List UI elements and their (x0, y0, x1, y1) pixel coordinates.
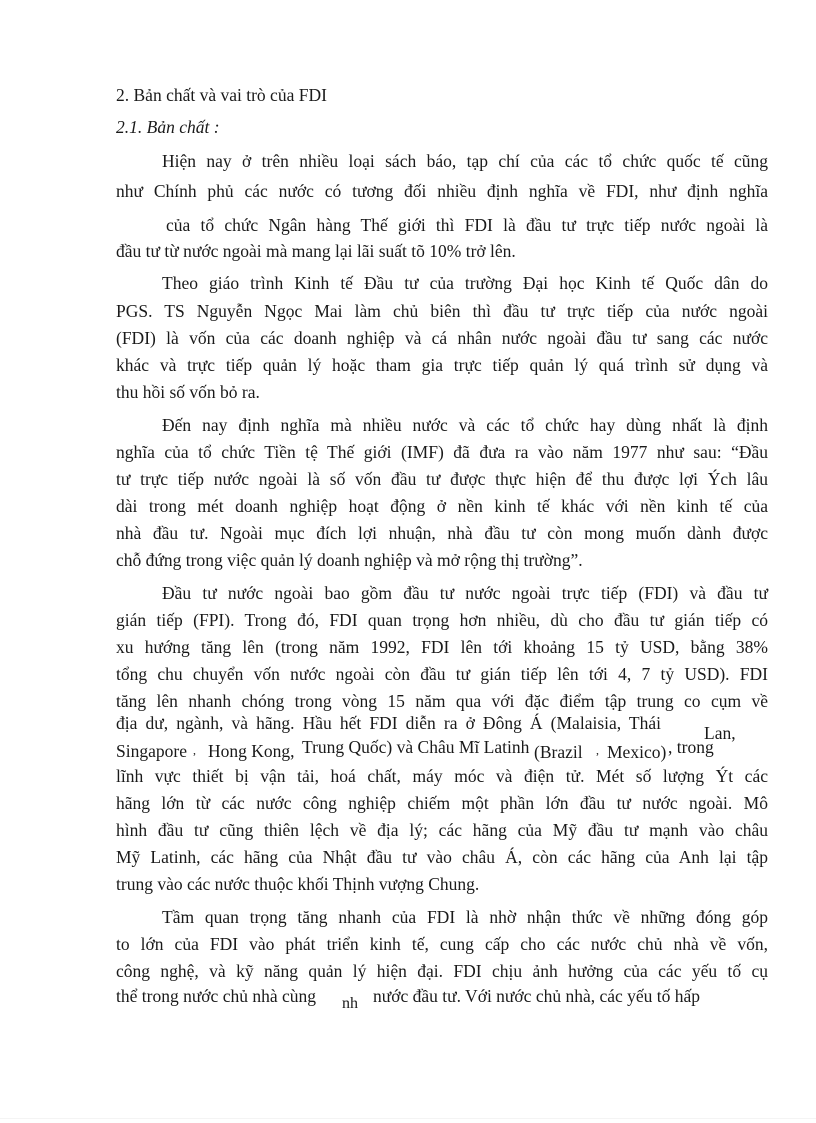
text-line: trung vào các nước thuộc khối Thịnh vượng Chung. (116, 874, 480, 894)
text-fragment: Trung Quốc) và Châu Mĩ Latinh (302, 737, 530, 757)
text-line: như Chính phủ các nước có tương đối nhiều định nghĩa về FDI, như định nghĩa (116, 181, 768, 201)
text-line: hãng lớn từ các nước công nghiệp chiếm một phần lớn đầu tư nước ngoài. Mô (116, 793, 768, 813)
text-line: Đến nay định nghĩa mà nhiều nước và các tổ chức hay dùng nhất là định (162, 415, 768, 435)
text-fragment: Mexico) (607, 742, 667, 762)
text-line: to lớn của FDI vào phát triển kinh tế, cung cấp cho các nước chủ nhà về vốn, (116, 934, 768, 954)
text-fragment: nh (342, 995, 358, 1012)
text-line: thể trong nước chủ nhà cùng (116, 986, 317, 1006)
text-line: Singapore (116, 741, 187, 761)
text-line: khác và trực tiếp quản lý hoặc tham gia trực tiếp quản lý quá trình sử dụng và (116, 355, 768, 375)
page-bottom-edge (0, 1118, 816, 1119)
text-line: hình đầu tư cũng thiên lệch về địa lý; các hãng của Mỹ đầu tư mạnh vào châu (116, 820, 768, 840)
comma-glyph: , (596, 743, 599, 757)
text-fragment: Hong Kong, (208, 741, 295, 761)
text-line: (FDI) là vốn của các doanh nghiệp và cá nhân nước ngoài đầu tư sang các nước (116, 328, 768, 348)
comma-glyph: , (193, 743, 196, 757)
section-heading: 2. Bản chất và vai trò của FDI (116, 85, 327, 105)
text-line: gián tiếp (FPI). Trong đó, FDI quan trọng hơn nhiều, dù cho đầu tư gián tiếp có (116, 610, 768, 630)
text-line: tăng lên nhanh chóng trong vòng 15 năm qua với đặc điểm tập trung co cụm về (116, 691, 768, 711)
text-line: nghĩa của tổ chức Tiền tệ Thế giới (IMF) đã đưa ra vào năm 1977 như sau: “Đầu (116, 442, 768, 462)
text-line: tổng chu chuyển vốn nước ngoài còn đầu tư gián tiếp lên tới 4, 7 tỷ USD). FDI (116, 664, 768, 684)
text-fragment: , trong (668, 737, 714, 757)
text-line: Mỹ Latinh, các hãng của Nhật đầu tư vào châu Á, còn các hãng của Anh lại tập (116, 847, 768, 867)
text-line: công nghệ, và kỹ năng quản lý hiện đại. FDI chịu ảnh hưởng của các yếu tố cụ (116, 961, 768, 981)
text-fragment: (Brazil (534, 742, 583, 762)
text-line: thu hồi số vốn bỏ ra. (116, 382, 260, 402)
text-line: Tầm quan trọng tăng nhanh của FDI là nhờ nhận thức về những đóng góp (162, 907, 768, 927)
text-line: Theo giáo trình Kinh tế Đầu tư của trường Đại học Kinh tế Quốc dân do (162, 273, 768, 293)
text-line: PGS. TS Nguyễn Ngọc Mai làm chủ biên thì đầu tư trực tiếp của nước ngoài (116, 301, 768, 321)
text-fragment: Lan, (704, 723, 736, 743)
text-line: dài trong mét doanh nghiệp hoạt động ở nền kinh tế khác với nền kinh tế của (116, 496, 768, 516)
text-line: nước đầu tư. Với nước chủ nhà, các yếu tố hấp (373, 986, 701, 1006)
text-line: lĩnh vực thiết bị vận tải, hoá chất, máy móc và điện tử. Mét số lượng Ýt các (116, 766, 768, 786)
text-line: địa dư, ngành, và hãng. Hầu hết FDI diễn ra ở Đông Á (Malaisia, Thái (116, 713, 661, 733)
subsection-heading: 2.1. Bản chất : (116, 117, 220, 137)
text-line: chỗ đứng trong việc quản lý doanh nghiệp và mở rộng thị trường”. (116, 550, 583, 570)
text-line: nhà đầu tư. Ngoài mục đích lợi nhuận, nhà đầu tư còn mong muốn dành được (116, 523, 768, 543)
text-line: đầu tư từ nước ngoài mà mang lại lãi suất tõ 10% trở lên. (116, 241, 516, 261)
text-line: xu hướng tăng lên (trong năm 1992, FDI lên tới khoảng 15 tỷ USD, bằng 38% (116, 637, 768, 657)
text-line: Đầu tư nước ngoài bao gồm đầu tư nước ngoài trực tiếp (FDI) và đầu tư (162, 583, 768, 603)
text-line: Hiện nay ở trên nhiều loại sách báo, tạp chí của các tổ chức quốc tế cũng (162, 151, 768, 171)
text-line: của tổ chức Ngân hàng Thế giới thì FDI là đầu tư trực tiếp nước ngoài là (166, 215, 768, 235)
text-line: tư trực tiếp nước ngoài là số vốn đầu tư được thực hiện để thu được lợi Ých lâu (116, 469, 768, 489)
